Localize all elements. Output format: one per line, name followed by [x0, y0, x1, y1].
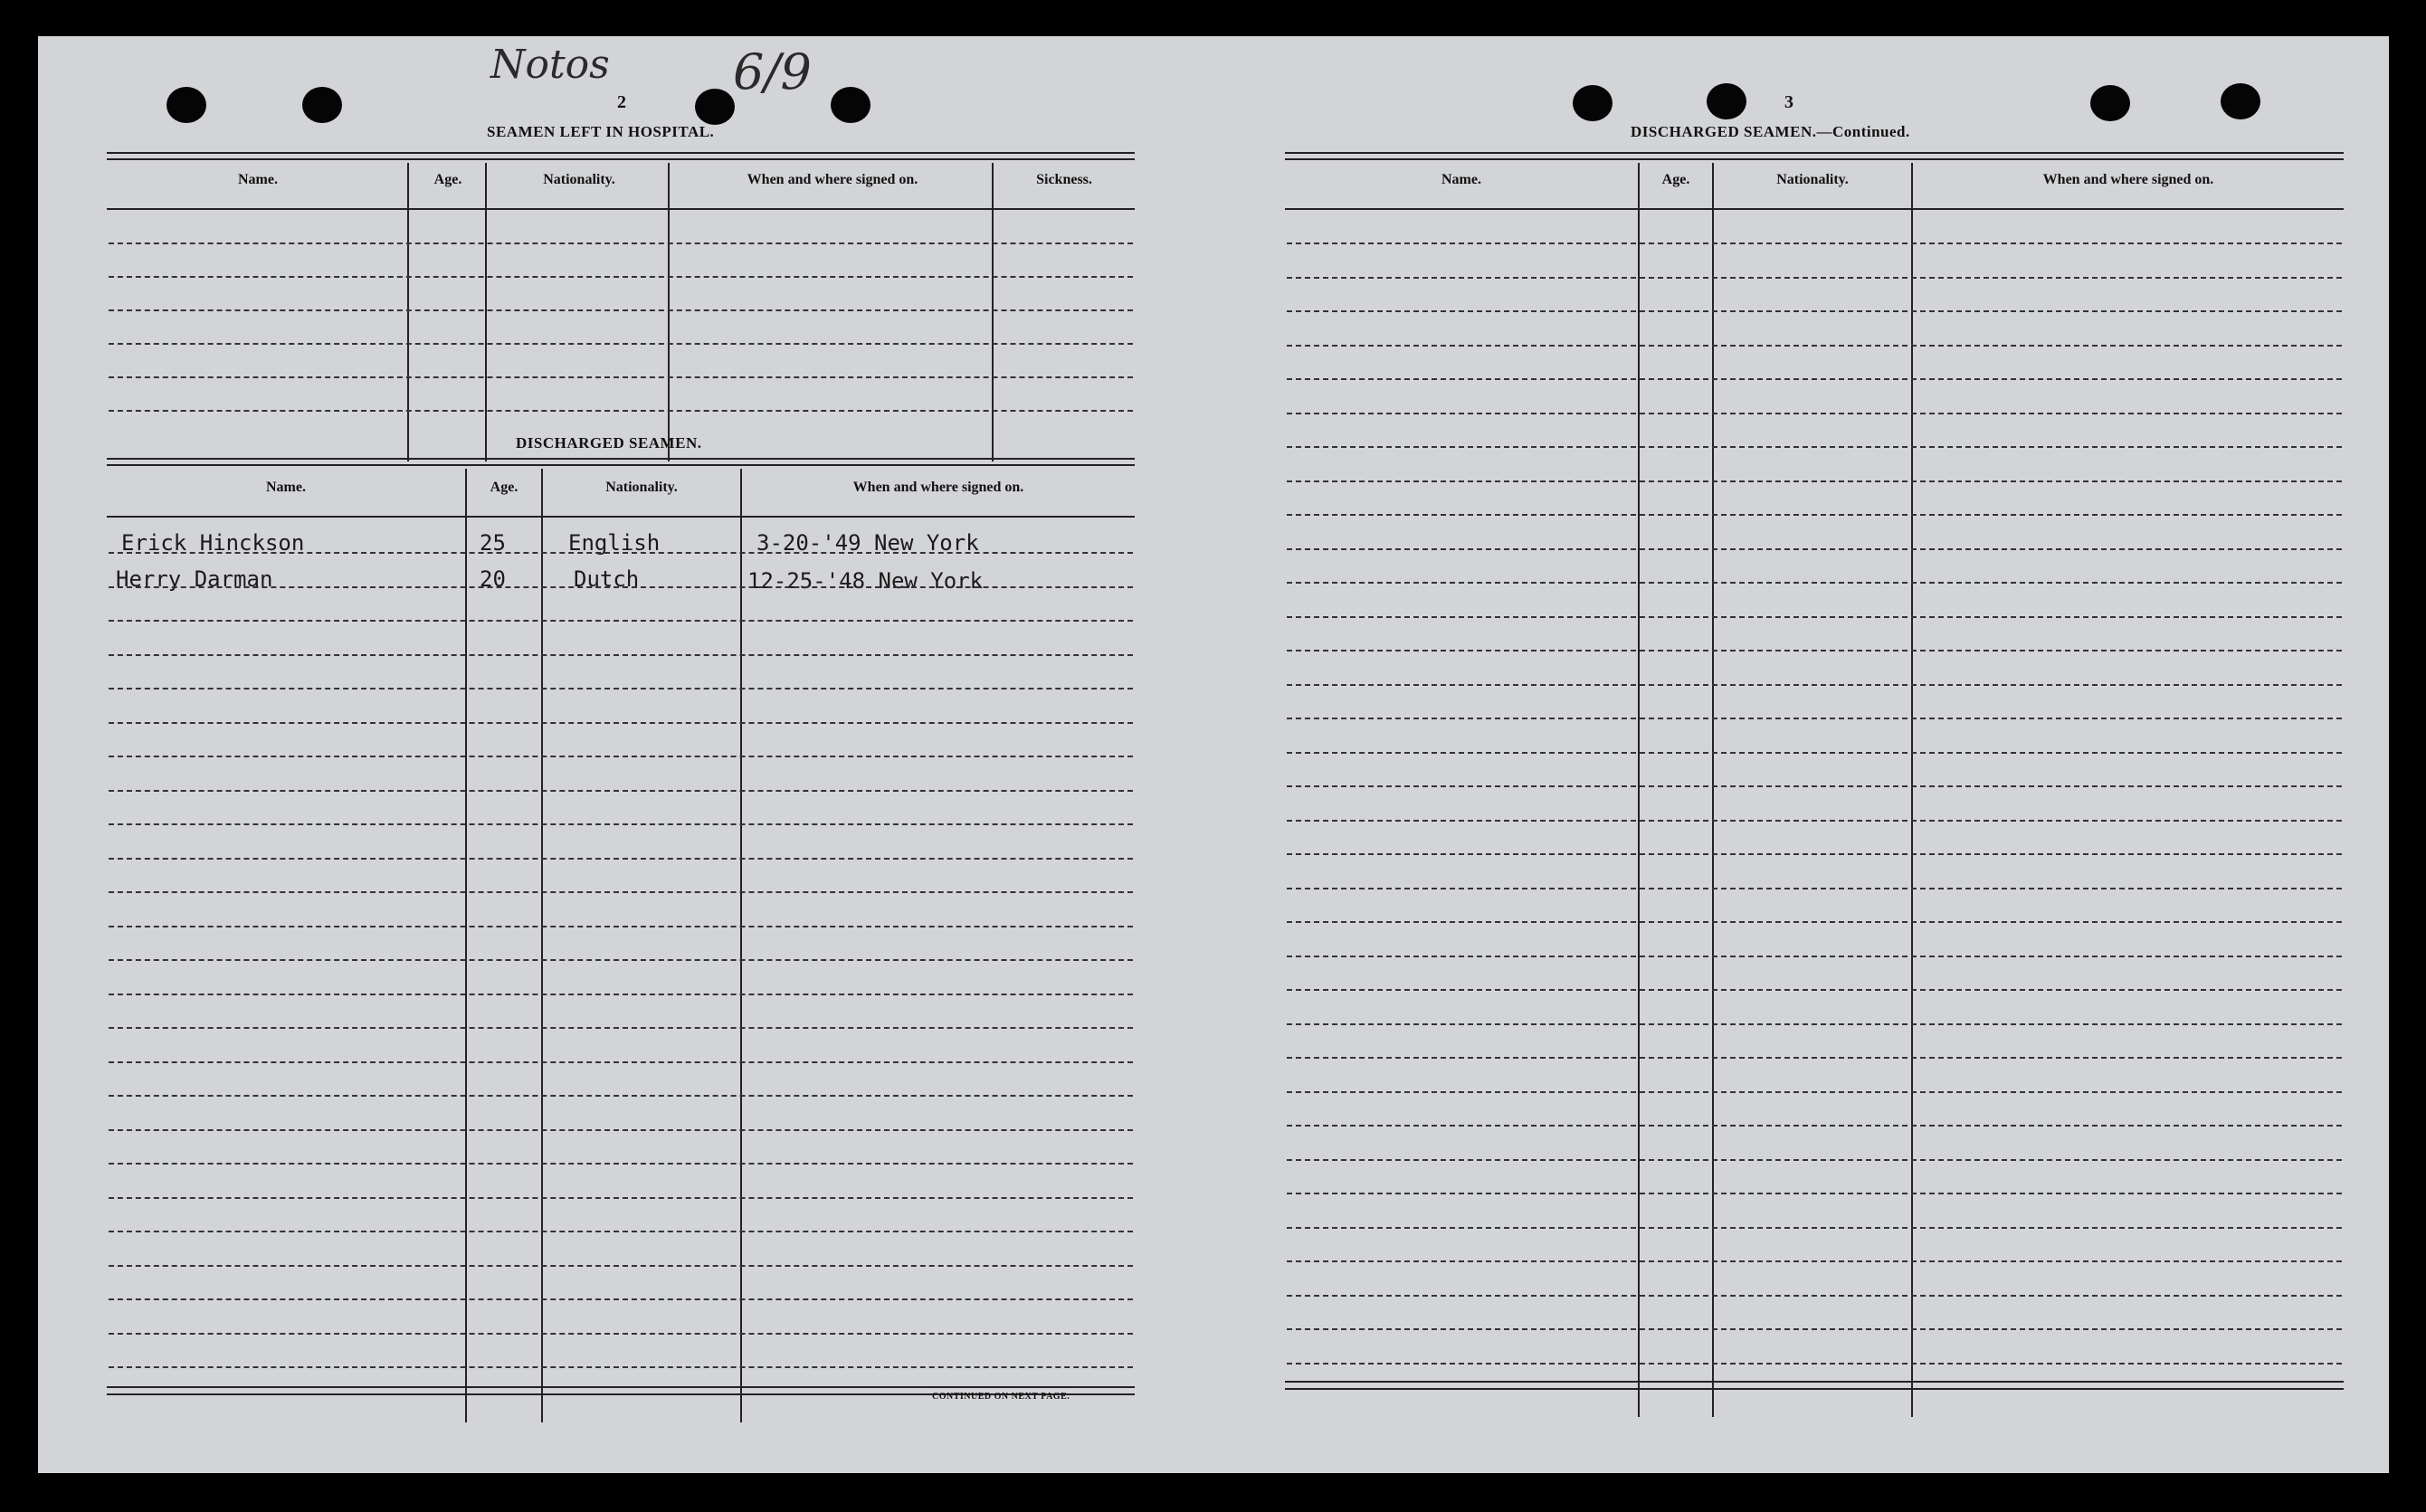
ruled-line [109, 1366, 1133, 1368]
column-divider [992, 163, 994, 461]
ruled-line [109, 1333, 1133, 1335]
column-header: Age. [490, 480, 518, 495]
ruled-line [109, 1095, 1133, 1097]
table-rule [1285, 1388, 2344, 1390]
ruled-line [1287, 989, 2342, 991]
column-divider [485, 163, 487, 461]
column-header: When and where signed on. [747, 172, 918, 187]
ruled-line [1287, 548, 2342, 550]
punch-hole [2221, 83, 2260, 119]
section-title: DISCHARGED SEAMEN.—Continued. [1631, 123, 1910, 140]
column-divider [465, 469, 467, 1422]
ruled-line [1287, 582, 2342, 584]
ruled-line [109, 343, 1133, 345]
ruled-line [109, 552, 1133, 554]
ruled-line [109, 1298, 1133, 1300]
punch-hole [695, 89, 735, 125]
ruled-line [109, 1231, 1133, 1232]
ruled-line [1287, 1227, 2342, 1229]
punch-hole [302, 87, 342, 123]
column-divider [1911, 163, 1913, 1417]
seaman-signed-on: 3-20-'49 New York [756, 530, 979, 556]
column-header: Name. [266, 480, 306, 495]
ruled-line [1287, 752, 2342, 754]
table-rule [1285, 1381, 2344, 1383]
ruled-line [109, 858, 1133, 860]
ruled-line [1287, 718, 2342, 719]
ruled-line [1287, 1125, 2342, 1127]
ruled-line [1287, 345, 2342, 347]
column-header: When and where signed on. [2042, 172, 2214, 187]
column-divider [668, 163, 670, 461]
ruled-line [109, 654, 1133, 656]
ruled-line [109, 891, 1133, 893]
ruled-line [109, 242, 1133, 244]
ruled-line [109, 376, 1133, 378]
handwritten-note: 6/9 [733, 43, 812, 100]
column-divider [541, 469, 543, 1422]
ruled-line [1287, 310, 2342, 312]
document-sheet [38, 36, 2389, 1473]
ruled-line [1287, 1057, 2342, 1059]
section-title: DISCHARGED SEAMEN. [516, 434, 702, 452]
column-header: Age. [433, 172, 462, 187]
continued-note: CONTINUED ON NEXT PAGE. [932, 1392, 1070, 1402]
seaman-nationality: Dutch [574, 566, 640, 592]
ruled-line [109, 926, 1133, 927]
handwritten-note: Notos [490, 42, 610, 88]
table-rule [107, 516, 1135, 518]
ruled-line [1287, 820, 2342, 822]
page-number: 2 [617, 92, 626, 112]
ruled-line [109, 1163, 1133, 1165]
column-header: When and where signed on. [852, 480, 1024, 495]
punch-hole [2090, 85, 2130, 121]
ruled-line [109, 1265, 1133, 1267]
ruled-line [1287, 413, 2342, 414]
seaman-signed-on: 12-25-'48 New York [747, 568, 984, 594]
ruled-line [1287, 1023, 2342, 1025]
ruled-line [1287, 1159, 2342, 1161]
seaman-age: 20 [480, 566, 506, 592]
ruled-line [1287, 888, 2342, 889]
table-rule [1285, 152, 2344, 160]
ruled-line [109, 1129, 1133, 1131]
column-header: Nationality. [605, 480, 678, 495]
ruled-line [1287, 480, 2342, 482]
ruled-line [1287, 616, 2342, 618]
ruled-line [1287, 446, 2342, 448]
column-header: Name. [238, 172, 278, 187]
ruled-line [109, 756, 1133, 757]
ruled-line [1287, 684, 2342, 686]
ruled-line [1287, 853, 2342, 855]
column-divider [1638, 163, 1640, 1417]
ruled-line [109, 276, 1133, 278]
ruled-line [1287, 514, 2342, 516]
ruled-line [109, 959, 1133, 961]
seaman-age: 25 [480, 530, 506, 556]
ruled-line [109, 722, 1133, 724]
table-rule [107, 208, 1135, 210]
ruled-line [109, 410, 1133, 412]
page-number: 3 [1784, 92, 1793, 112]
ruled-line [1287, 921, 2342, 923]
ruled-line [1287, 1091, 2342, 1093]
ruled-line [109, 1197, 1133, 1199]
seaman-nationality: English [568, 530, 661, 556]
ruled-line [1287, 1260, 2342, 1262]
section-title: SEAMEN LEFT IN HOSPITAL. [487, 123, 715, 140]
column-divider [407, 163, 409, 461]
ruled-line [1287, 1328, 2342, 1330]
seaman-name: Herry Darman [116, 566, 273, 592]
ruled-line [109, 1061, 1133, 1063]
punch-hole [831, 87, 871, 123]
column-header: Name. [1441, 172, 1481, 187]
punch-hole [166, 87, 206, 123]
column-header: Age. [1661, 172, 1690, 187]
ruled-line [1287, 1363, 2342, 1365]
column-divider [740, 469, 742, 1422]
column-header: Nationality. [1776, 172, 1849, 187]
table-rule [107, 1386, 1135, 1388]
ruled-line [1287, 277, 2342, 279]
table-rule [107, 458, 1135, 466]
punch-hole [1707, 83, 1746, 119]
ruled-line [109, 586, 1133, 588]
ruled-line [1287, 242, 2342, 244]
seaman-name: Erick Hinckson [121, 530, 305, 556]
ruled-line [1287, 378, 2342, 380]
column-header: Sickness. [1036, 172, 1092, 187]
table-rule [107, 152, 1135, 160]
ruled-line [1287, 956, 2342, 957]
ruled-line [109, 1027, 1133, 1029]
punch-hole [1573, 85, 1613, 121]
ruled-line [109, 994, 1133, 995]
ruled-line [109, 688, 1133, 689]
ruled-line [109, 790, 1133, 792]
ruled-line [1287, 1295, 2342, 1297]
column-header: Nationality. [543, 172, 615, 187]
column-divider [1712, 163, 1714, 1417]
ruled-line [1287, 1193, 2342, 1194]
ruled-line [109, 620, 1133, 622]
table-rule [1285, 208, 2344, 210]
ruled-line [1287, 650, 2342, 651]
ruled-line [1287, 785, 2342, 787]
ruled-line [109, 823, 1133, 825]
ruled-line [109, 309, 1133, 311]
